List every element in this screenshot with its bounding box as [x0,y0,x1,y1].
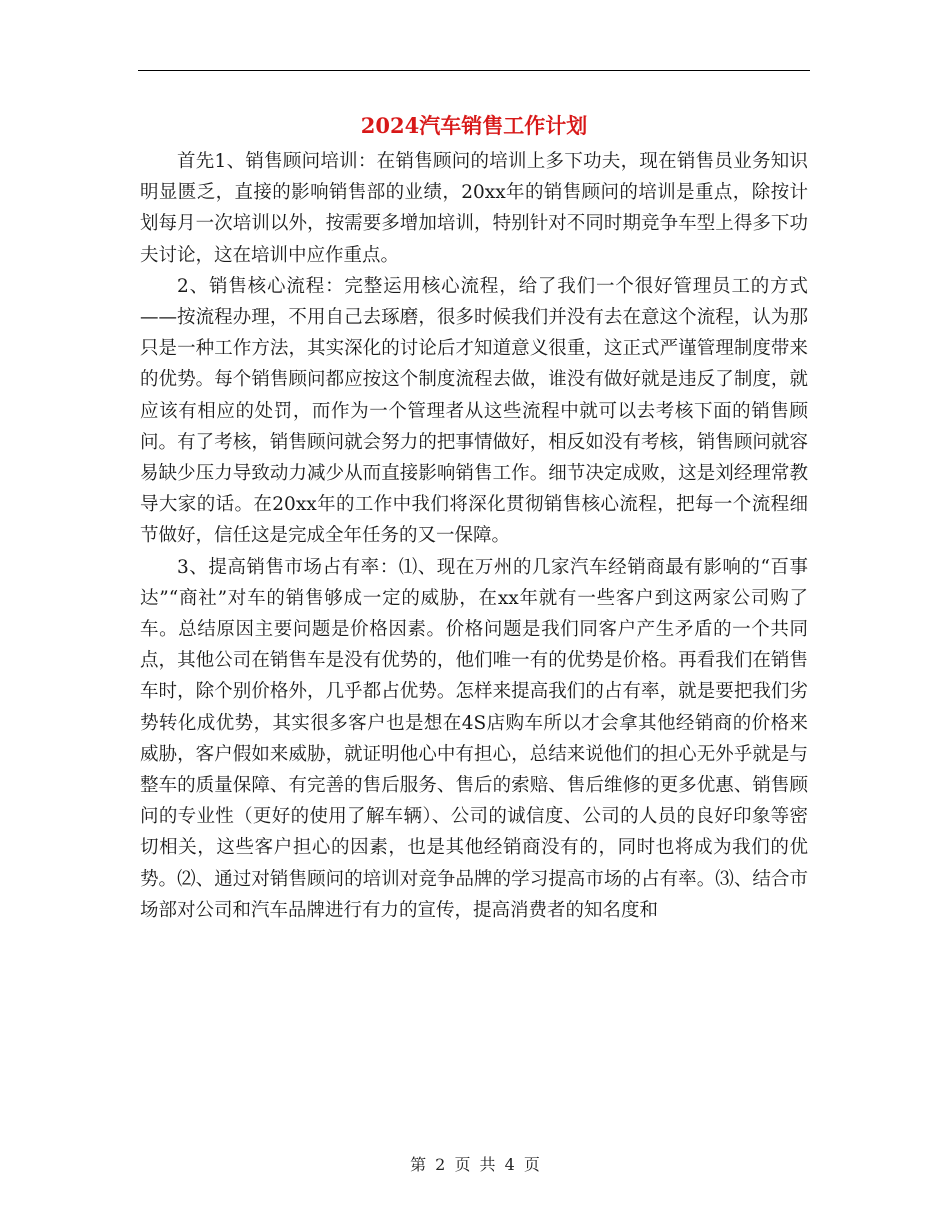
paragraph-1: 首先1、销售顾问培训：在销售顾问的培训上多下功夫，现在销售员业务知识明显匮乏，直接的影响销售部的业绩，20xx年的销售顾问的培训是重点，除按计划每月一次培训以外，按需要多增加培训，特别针对不同时期竞争车型上得多下功夫讨论，这在培训中应作重点。 [140,151,808,266]
paragraph-2: 2、销售核心流程：完整运用核心流程，给了我们一个很好管理员工的方式——按流程办理，不用自己去琢磨，很多时候我们并没有去在意这个流程，认为那只是一种工作方法，其实深化的讨论后才知道意义很重，这正式严谨管理制度带来的优势。每个销售顾问都应按这个制度流程去做，谁没有做好就是违反了制度，就应该有相应的处罚，而作为一个管理者从这些流程中就可以去考核下面的销售顾问。有了考核，销售顾问就会努力的把事情做好，相反如没有考核，销售顾问就容易缺少压力导致动力减少从而直接影响销售工作。细节决定成败，这是刘经理常教导大家的话。在20xx年的工作中我们将深化贯彻销售核心流程，把每一个流程细节做好，信任这是完成全年任务的又一保障。 [140,275,808,547]
document-title: 2024汽车销售工作计划 [360,113,588,138]
header-rule [138,70,810,71]
document-body [140,146,808,926]
page-number-footer: 第 2 页 共 4 页 [410,1155,540,1174]
paragraph-3: 3、提高销售市场占有率：⑴、现在万州的几家汽车经销商最有影响的“百事达”“商社”对车的销售够成一定的威胁，在xx年就有一些客户到这两家公司购了车。总结原因主要问题是价格因素。价格问题是我们同客户产生矛盾的一个共同点，其他公司在销售车是没有优势的，他们唯一有的优势是价格。再看我们在销售车时，除个别价格外，几乎都占优势。怎样来提高我们的占有率，就是要把我们劣势转化成优势，其实很多客户也是想在4S店购车所以才会拿其他经销商的价格来威胁，客户假如来威胁，就证明他心中有担心，总结来说他们的担心无外乎就是与整车的质量保障、有完善的售后服务、售后的索赔、售后维修的更多优惠、销售顾问的专业性（更好的使用了解车辆）、公司的诚信度、公司的人员的良好印象等密切相关，这些客户担心的因素，也是其他经销商没有的，同时也将成为我们的优势。⑵、通过对销售顾问的培训对竞争品牌的学习提高市场的占有率。⑶、结合市场部对公司和汽车品牌进行有力的宣传，提高消费者的知名度和 [140,556,808,921]
